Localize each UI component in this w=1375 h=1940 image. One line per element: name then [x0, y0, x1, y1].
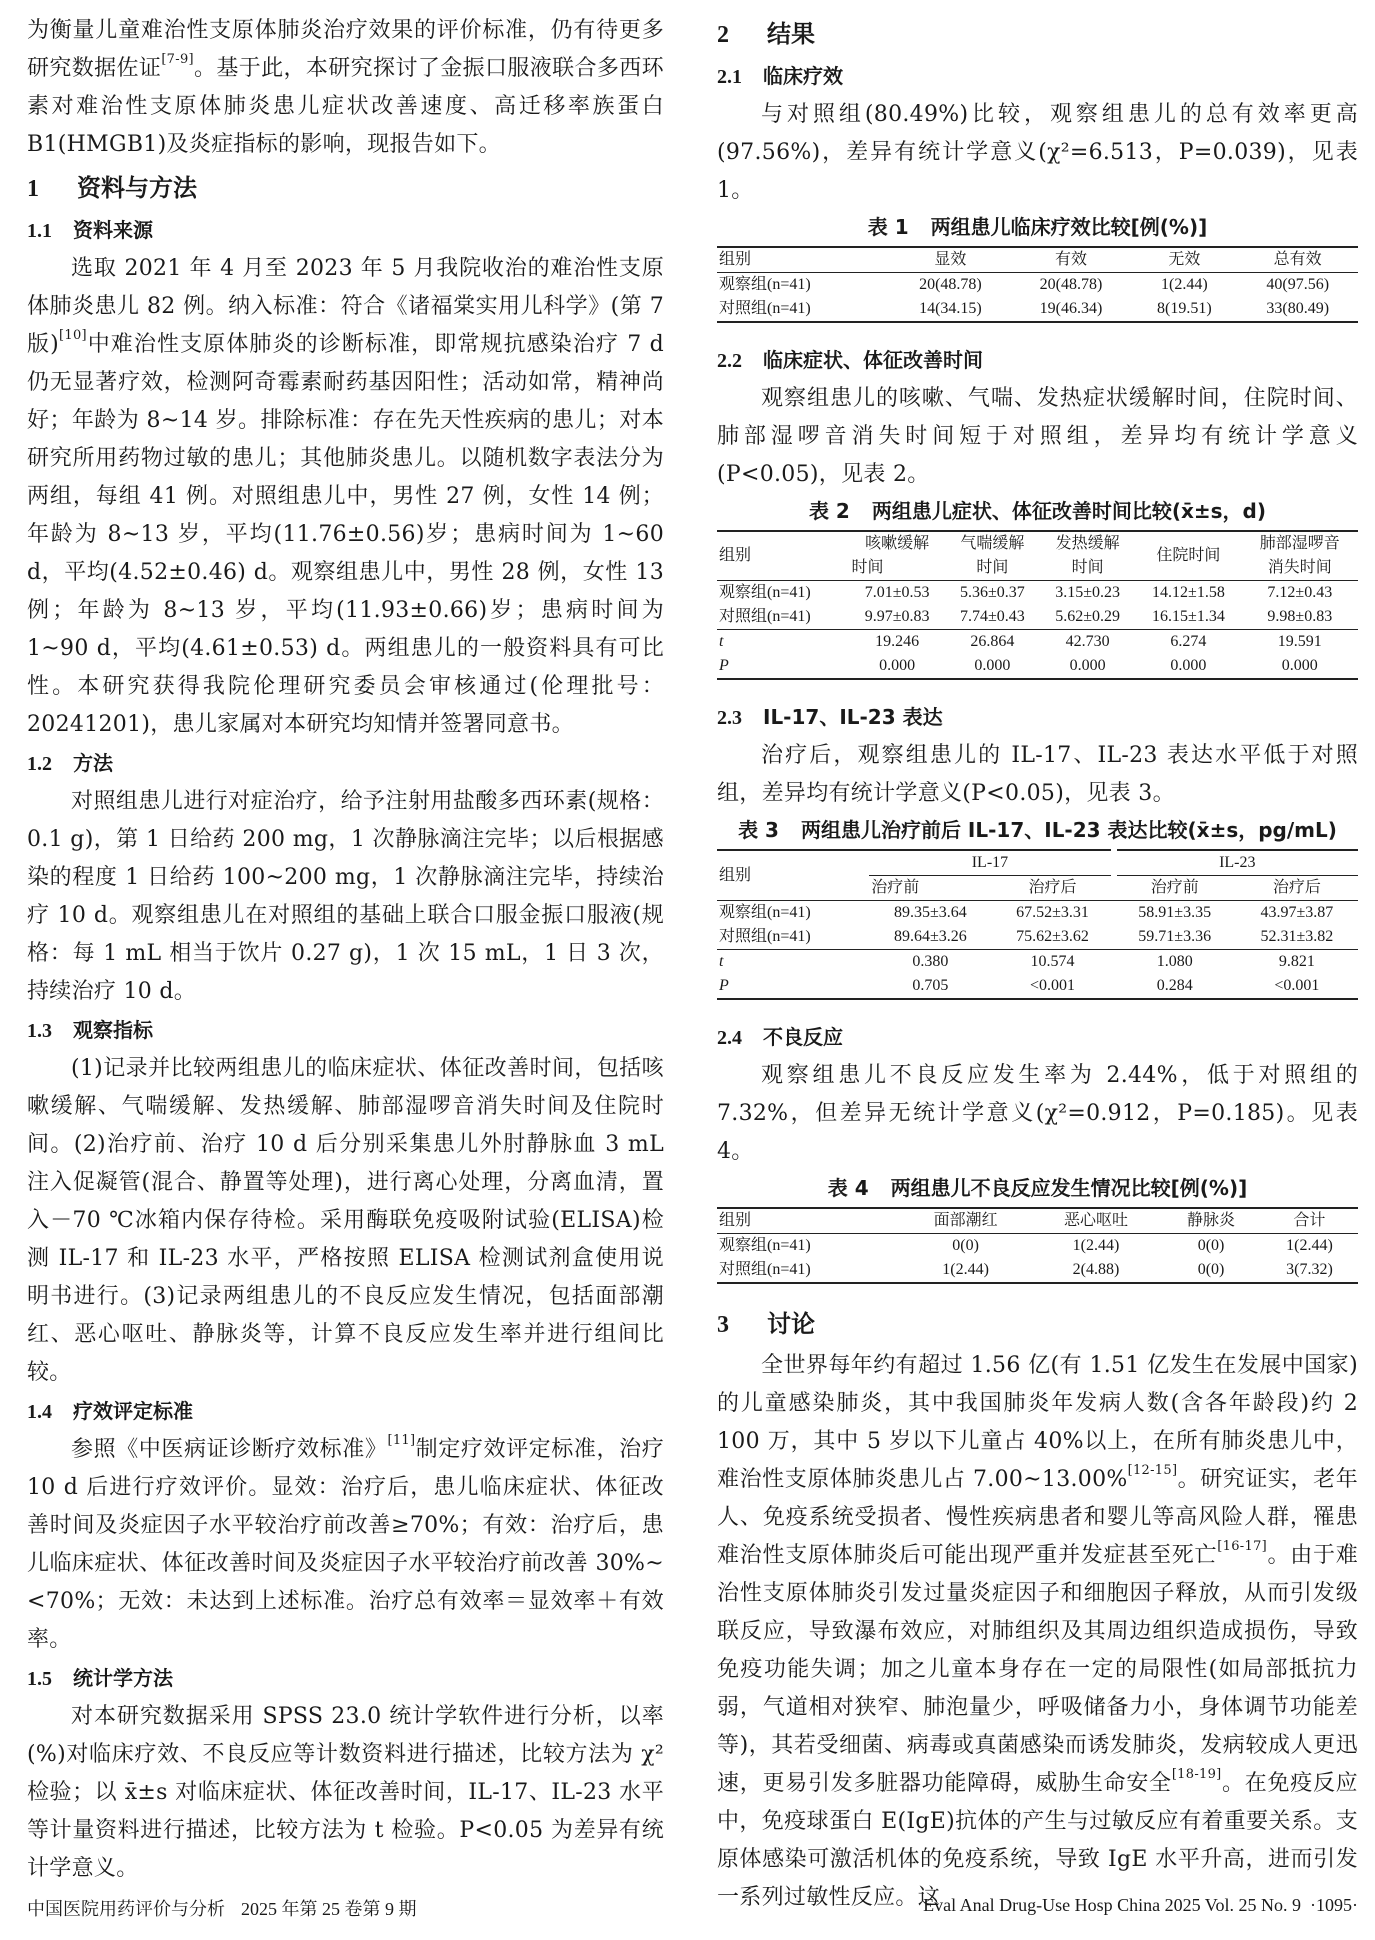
table-2: [717, 530, 1358, 680]
table-cell: 5.62±0.29: [1055, 608, 1121, 625]
table-cell: 3(7.32): [1286, 1261, 1333, 1278]
table-header: 静脉炎: [1161, 1208, 1261, 1234]
table-cell: 58.91±3.35: [1138, 904, 1212, 921]
table-cell: 0.000: [974, 657, 1011, 674]
table-header: 面部潮红: [900, 1208, 1030, 1234]
table-number: 表 1: [867, 215, 909, 239]
text: 全世界每年约有超过 1.56 亿(有 1.51 亿发生在发展中国家)的儿童感染肺炎，其中我国肺炎年发病人数(含各年龄段)约 2 100 万，其中 5 岁以下儿童占 40%以上，在所有肺炎患儿中，难治性支原体肺炎患儿占 7.00~13.00%: [717, 1353, 1358, 1492]
footer-journal-en: [923, 1895, 1358, 1916]
section-heading-2: [717, 12, 1358, 57]
table-cell: 观察组(n=41): [719, 584, 811, 601]
table-header: 气喘缓解: [960, 535, 1025, 552]
table-cell: <0.001: [1274, 977, 1320, 994]
section-number: 1: [27, 176, 39, 202]
table-header: 时间: [1040, 556, 1135, 581]
table-header: 住院时间: [1135, 531, 1241, 581]
table-number: 表 4: [827, 1176, 869, 1200]
table-row: [717, 273, 1358, 298]
table-group-header: IL-17: [869, 850, 1113, 876]
subsection-number: 1.1: [27, 220, 52, 242]
table-header: 肺部湿啰音: [1259, 535, 1340, 552]
table-header: 组别: [717, 850, 869, 901]
table-4: [717, 1207, 1358, 1284]
subsection-number: 2.3: [717, 707, 742, 729]
table-cell: 8(19.51): [1156, 300, 1212, 317]
left-column: [27, 0, 664, 1888]
table-header: 咳嗽缓解: [865, 535, 930, 552]
table-cell: 0.000: [1281, 657, 1318, 674]
paragraph-3: [717, 1347, 1358, 1917]
subsection-heading-1-5: [27, 1659, 664, 1698]
citation[interactable]: [11]: [387, 1433, 416, 1448]
table-header: 时间: [945, 556, 1040, 581]
table-cell: 19.591: [1242, 630, 1358, 655]
table-2-caption: [717, 494, 1358, 528]
table-cell: 33(80.49): [1266, 300, 1330, 317]
intro-text-a: 为衡量儿童难治性支原体肺炎治疗效果的评价标准，仍有待更多研究数据佐证: [27, 18, 664, 81]
table-cell: 40(97.56): [1266, 276, 1330, 293]
subsection-title: 方法: [73, 751, 113, 775]
table-cell: 1(2.44): [1072, 1237, 1120, 1254]
section-title: 资料与方法: [77, 174, 197, 202]
table-cell: 0.284: [1156, 977, 1193, 994]
table-cell: 1(2.44): [1160, 276, 1208, 293]
table-cell: 0(0): [1197, 1261, 1225, 1278]
section-heading-1: [27, 166, 664, 211]
table-cell: 14.12±1.58: [1152, 584, 1225, 601]
citation[interactable]: [7-9]: [161, 52, 194, 67]
table-cell: 43.97±3.87: [1260, 904, 1334, 921]
table-title: 两组患儿治疗前后 IL-17、IL-23 表达比较(x̄±s，pg/mL): [800, 818, 1337, 842]
table-cell: 42.730: [1040, 630, 1135, 655]
table-cell: 9.97±0.83: [864, 608, 930, 625]
table-cell: 对照组(n=41): [719, 928, 811, 945]
subsection-title: 观察指标: [73, 1018, 153, 1042]
table-header: 治疗前: [869, 876, 991, 901]
citation[interactable]: [10]: [59, 328, 87, 343]
table-cell: t: [717, 630, 850, 655]
table-4-caption: [717, 1171, 1358, 1205]
table-header: 治疗前: [1114, 876, 1236, 901]
subsection-title: 疗效评定标准: [73, 1399, 193, 1423]
text: 。在免疫反应中，免疫球蛋白 E(IgE)抗体的产生与过敏反应有着重要关系。支原体感染可激活机体的免疫系统，导致 IgE 水平升高，进而引发一系列过敏性反应。这: [717, 1771, 1358, 1910]
citation[interactable]: [16-17]: [1217, 1539, 1268, 1554]
table-cell: 7.74±0.43: [960, 608, 1025, 625]
issue-cn: 2025 年第 25 卷第 9 期: [241, 1899, 417, 1919]
table-row: [717, 605, 1358, 630]
table-header: 有效: [1011, 247, 1132, 273]
table-cell: 19.246: [850, 630, 945, 655]
table-cell: 对照组(n=41): [719, 608, 811, 625]
table-row-t: [717, 950, 1358, 975]
table-1-caption: [717, 210, 1358, 244]
table-number: 表 2: [808, 499, 850, 523]
paragraph-1-2: 对照组患儿进行对症治疗，给予注射用盐酸多西环素(规格：0.1 g)，第 1 日给药 200 mg，1 次静脉滴注完毕；以后根据感染的程度 1 日给药 100~200 mg，1 次静脉滴注完毕，持续治疗 10 d。观察组患儿在对照组的基础上联合口服金振口服液(规格：每 1 mL 相当于饮片 0.27 g)，1 次 15 mL，1 日 3 次，持续治疗 10 d。: [27, 789, 664, 1004]
table-header: 总有效: [1237, 247, 1358, 273]
paragraph-1-5: 对本研究数据采用 SPSS 23.0 统计学软件进行分析，以率(%)对临床疗效、不良反应等计数资料进行描述，比较方法为 χ² 检验；以 x̄±s 对临床症状、体征改善时间，IL-17、IL-23 水平等计量资料进行描述，比较方法为 t 检验。P<0.05 为差异有统计学意义。: [27, 1704, 664, 1881]
footer-journal-cn: [27, 1895, 417, 1921]
paragraph-2-1: 与对照组(80.49%)比较，观察组患儿的总有效率更高(97.56%)，差异有统计学意义(χ²=6.513，P=0.039)，见表 1。: [717, 102, 1358, 203]
table-header: 消失时间: [1242, 556, 1358, 581]
table-header: 无效: [1131, 247, 1237, 273]
table-cell: 0(0): [1197, 1237, 1225, 1254]
subsection-title: 临床症状、体征改善时间: [763, 348, 983, 372]
table-cell: t: [717, 950, 869, 975]
table-cell: 75.62±3.62: [1016, 928, 1089, 945]
table-cell: 0.705: [912, 977, 949, 994]
table-cell: P: [719, 657, 729, 674]
table-title: 两组患儿不良反应发生情况比较[例(%)]: [890, 1176, 1248, 1200]
text: 选取 2021 年 4 月至 2023 年 5 月我院收治的难治性支原体肺炎患儿 82 例。纳入标准：符合《诸福棠实用儿科学》(第 7 版): [27, 256, 664, 357]
table-row: [717, 1234, 1358, 1259]
citation[interactable]: [12-15]: [1127, 1463, 1178, 1478]
section-title: 结果: [767, 20, 815, 48]
table-cell: 对照组(n=41): [719, 300, 811, 317]
journal-name-cn: 中国医院用药评价与分析: [27, 1899, 225, 1919]
table-cell: 对照组(n=41): [719, 1261, 811, 1278]
paragraph-2-4: 观察组患儿不良反应发生率为 2.44%，低于对照组的 7.32%，但差异无统计学意义(χ²=0.912，P=0.185)。见表 4。: [717, 1063, 1358, 1164]
table-cell: <0.001: [1030, 977, 1076, 994]
table-row: [717, 581, 1358, 606]
text: 。研究证实，老年人、免疫系统受损者、慢性疾病患者和婴儿等高风险人群，罹患难治性支原体肺炎后可能出现严重并发症甚至死亡: [717, 1467, 1358, 1568]
table-row: [717, 297, 1358, 322]
page-number: ·1095·: [1310, 1895, 1358, 1915]
table-row: [717, 901, 1358, 926]
subsection-heading-2-3: [717, 698, 1358, 737]
table-row-p: [717, 974, 1358, 999]
table-header: 合计: [1261, 1208, 1358, 1234]
table-cell: 观察组(n=41): [719, 276, 811, 293]
table-cell: 9.98±0.83: [1267, 608, 1333, 625]
table-cell: 1(2.44): [942, 1261, 989, 1278]
table-cell: 89.35±3.64: [893, 904, 967, 921]
subsection-number: 1.5: [27, 1668, 52, 1690]
paragraph-1-4: [27, 1431, 664, 1659]
table-cell: 10.574: [991, 950, 1113, 975]
paragraph-1-1: [27, 250, 664, 744]
table-cell: 0.000: [1170, 657, 1207, 674]
subsection-heading-2-2: [717, 341, 1358, 380]
subsection-heading-1-2: [27, 744, 664, 783]
section-number: 3: [717, 1312, 729, 1338]
table-1: [717, 246, 1358, 323]
intro-paragraph: [27, 12, 664, 164]
citation[interactable]: [18-19]: [1171, 1767, 1222, 1782]
table-row-p: [717, 654, 1358, 679]
table-3: [717, 849, 1358, 1000]
subsection-number: 1.2: [27, 753, 52, 775]
table-cell: 20(48.78): [1039, 276, 1103, 293]
table-header: 治疗后: [1236, 876, 1358, 901]
subsection-title: 统计学方法: [73, 1666, 173, 1690]
subsection-heading-2-4: [717, 1018, 1358, 1057]
paragraph-2-2: 观察组患儿的咳嗽、气喘、发热症状缓解时间，住院时间、肺部湿啰音消失时间短于对照组，差异均有统计学意义(P<0.05)，见表 2。: [717, 386, 1358, 487]
text: 制定疗效评定标准，治疗 10 d 后进行疗效评价。显效：治疗后，患儿临床症状、体征改善时间及炎症因子水平较治疗前改善≥70%；有效：治疗后，患儿临床症状、体征改善时间及炎症因子水平较治疗前改善 30%~<70%；无效：未达到上述标准。治疗总有效率＝显效率＋有效率。: [27, 1437, 665, 1652]
right-column: [717, 0, 1358, 1917]
subsection-title: 不良反应: [763, 1025, 843, 1049]
subsection-title: IL-17、IL-23 表达: [763, 705, 943, 729]
subsection-number: 2.2: [717, 350, 742, 372]
table-header: 组别: [717, 247, 890, 273]
table-header: 治疗后: [991, 876, 1113, 901]
section-title: 讨论: [767, 1310, 815, 1338]
table-cell: 7.01±0.53: [864, 584, 930, 601]
table-cell: 0.000: [1069, 657, 1106, 674]
table-header: 发热缓解: [1055, 535, 1120, 552]
table-cell: 5.36±0.37: [960, 584, 1025, 601]
table-header: 显效: [890, 247, 1011, 273]
table-number: 表 3: [738, 818, 779, 842]
table-cell: 89.64±3.26: [893, 928, 967, 945]
table-cell: 观察组(n=41): [719, 904, 811, 921]
table-title: 两组患儿临床疗效比较[例(%)]: [930, 215, 1208, 239]
table-cell: 52.31±3.82: [1260, 928, 1334, 945]
text: 中难治性支原体肺炎的诊断标准，即常规抗感染治疗 7 d 仍无显著疗效，检测阿奇霉素耐药基因阳性；活动如常，精神尚好；年龄为 8~14 岁。排除标准：存在先天性疾病的患儿；对本研究所用药物过敏的患儿；其他肺炎患儿。以随机数字表法分为两组，每组 41 例。对照组患儿中，男性 27 例，女性 14 例；年龄为 8~13 岁，平均(11.76±0.56)岁；患病时间为 1~60 d，平均(4.52±0.46) d。观察组患儿中，男性 28 例，女性 13 例；年龄为 8~13 岁，平均(11.93±0.66)岁；患病时间为 1~90 d，平均(4.61±0.53) d。两组患儿的一般资料具有可比性。本研究获得我院伦理研究委员会审核通过(伦理批号：20241201)，患儿家属对本研究均知情并签署同意书。: [27, 332, 665, 737]
subsection-title: 资料来源: [73, 218, 153, 242]
table-cell: 14(34.15): [919, 300, 982, 317]
table-cell: 7.12±0.43: [1267, 584, 1333, 601]
table-header: 组别: [717, 1208, 900, 1234]
subsection-number: 2.4: [717, 1027, 742, 1049]
section-number: 2: [717, 22, 729, 48]
table-cell: 26.864: [945, 630, 1040, 655]
table-cell: 0(0): [952, 1237, 979, 1254]
table-title: 两组患儿症状、体征改善时间比较(x̄±s，d): [871, 499, 1267, 523]
table-cell: 6.274: [1135, 630, 1241, 655]
table-cell: 20(48.78): [919, 276, 982, 293]
table-group-header: IL-23: [1114, 850, 1358, 876]
subsection-number: 1.4: [27, 1401, 52, 1423]
table-header: 恶心呕吐: [1031, 1208, 1161, 1234]
subsection-heading-1-3: [27, 1011, 664, 1050]
table-cell: 2(4.88): [1072, 1261, 1120, 1278]
paragraph-1-3: (1)记录并比较两组患儿的临床症状、体征改善时间，包括咳嗽缓解、气喘缓解、发热缓解、肺部湿啰音消失时间及住院时间。(2)治疗前、治疗 10 d 后分别采集患儿外肘静脉血 3 mL 注入促凝管(混合、静置等处理)，进行离心处理，分离血清，置入－70 ℃冰箱内保存待检。采用酶联免疫吸附试验(ELISA)检测 IL-17 和 IL-23 水平，严格按照 ELISA 检测试剂盒使用说明书进行。(3)记录两组患儿的不良反应发生情况，包括面部潮红、恶心呕吐、静脉炎等，计算不良反应发生率并进行组间比较。: [27, 1056, 664, 1385]
table-cell: 16.15±1.34: [1152, 608, 1225, 625]
text: 参照《中医病证诊断疗效标准》: [71, 1437, 388, 1462]
subsection-heading-2-1: [717, 57, 1358, 96]
table-header: 组别: [717, 531, 850, 581]
subsection-heading-1-4: [27, 1392, 664, 1431]
table-row: [717, 1258, 1358, 1283]
subsection-heading-1-1: [27, 211, 664, 250]
table-3-caption: [717, 813, 1358, 847]
table-cell: 59.71±3.36: [1138, 928, 1212, 945]
table-cell: 0.380: [869, 950, 991, 975]
paragraph-2-3: 治疗后，观察组患儿的 IL-17、IL-23 表达水平低于对照组，差异均有统计学意义(P<0.05)，见表 3。: [717, 743, 1358, 806]
table-cell: 67.52±3.31: [1016, 904, 1089, 921]
journal-name-en: Eval Anal Drug-Use Hosp China 2025 Vol. 25 No. 9: [923, 1895, 1301, 1915]
table-row: [717, 925, 1358, 950]
section-heading-3: [717, 1302, 1358, 1347]
table-header: 时间: [850, 556, 945, 581]
table-cell: 19(46.34): [1039, 300, 1103, 317]
table-cell: 9.821: [1236, 950, 1358, 975]
table-row-t: [717, 630, 1358, 655]
subsection-title: 临床疗效: [763, 64, 843, 88]
subsection-number: 2.1: [717, 66, 742, 88]
intro-text-b: 。基于此，本研究探讨了金振口服液联合多西环素对难治性支原体肺炎患儿症状改善速度、高迁移率族蛋白 B1(HMGB1)及炎症指标的影响，现报告如下。: [27, 56, 664, 157]
table-cell: 观察组(n=41): [719, 1237, 811, 1254]
table-cell: P: [719, 977, 729, 994]
table-cell: 3.15±0.23: [1055, 584, 1121, 601]
table-cell: 0.000: [879, 657, 916, 674]
text: 。由于难治性支原体肺炎引发过量炎症因子和细胞因子释放，从而引发级联反应，导致瀑布效应，对肺组织及其周边组织造成损伤，导致免疫功能失调；加之儿童本身存在一定的局限性(如局部抵抗力弱，气道相对狭窄、肺泡量少，呼吸储备力小，身体调节功能差等)，其若受细菌、病毒或真菌感染而诱发肺炎，发病较成人更迅速，更易引发多脏器功能障碍，威胁生命安全: [717, 1543, 1358, 1796]
subsection-number: 1.3: [27, 1020, 52, 1042]
table-cell: 1(2.44): [1286, 1237, 1333, 1254]
table-cell: 1.080: [1114, 950, 1236, 975]
